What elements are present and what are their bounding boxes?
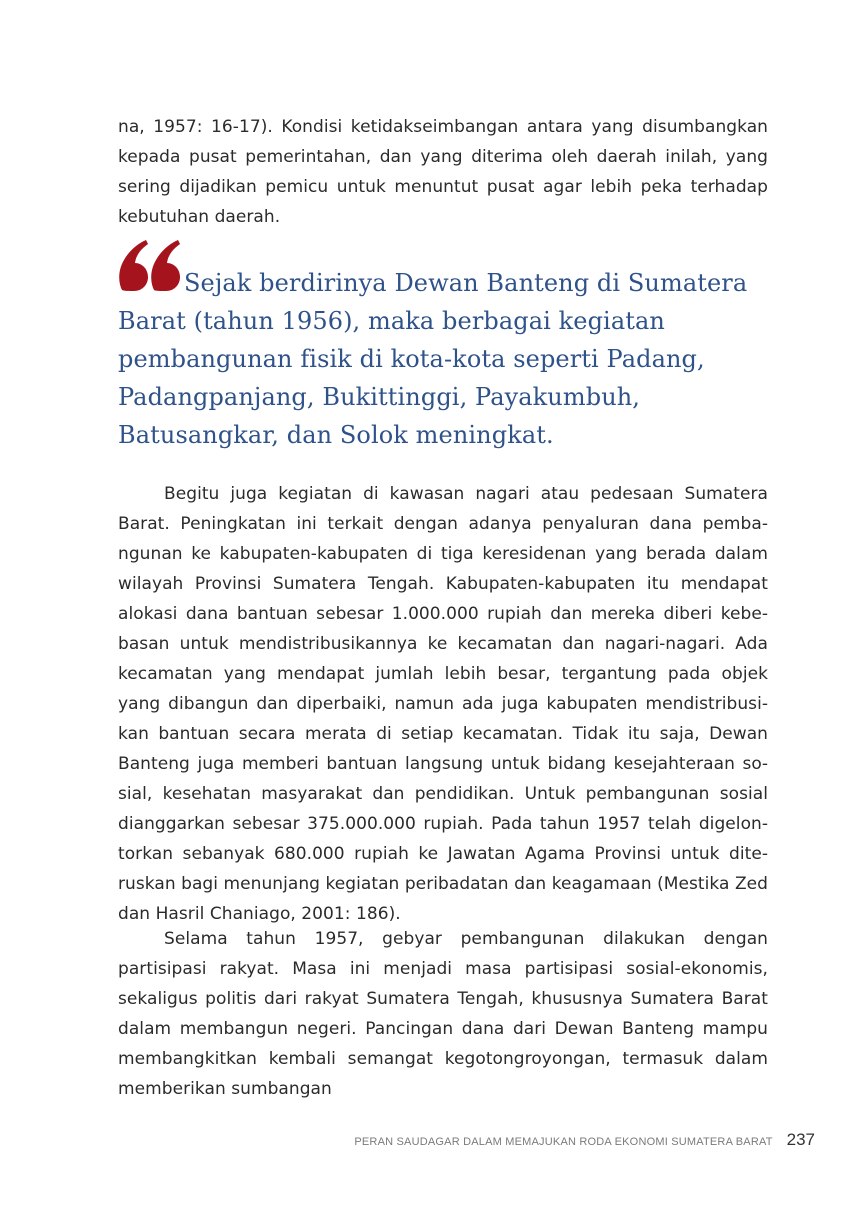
paragraph: Begitu juga kegiatan di kawasan nagari atau pedesaan Sumatera Barat. Peningkatan ini terkait dengan adanya penyaluran dana pembangunan ke kabupaten-kabupaten di tiga keresidenan yang berada dalam wilayah Provinsi Sumatera Tengah. Kabupaten-kabupaten itu mendapat alokasi dana bantuan sebesar 1.000.000 rupiah dan mereka diberi kebebasan untuk mendistribusikannya ke kecamatan dan nagari-nagari. Ada kecamatan yang mendapat jumlah lebih besar, tergantung pada objek yang dibangun dan diperbaiki, namun ada juga kabupaten mendistribusikan bantuan secara merata di setiap kecamatan. Tidak itu saja, Dewan Banteng juga memberi bantuan langsung untuk bidang kesejahteraan sosial, kesehatan masyarakat dan pendidikan. Untuk pembangunan sosial dianggarkan sebesar 375.000.000 rupiah. Pada tahun 1957 telah digelontorkan sebanyak 680.000 rupiah ke Jawatan Agama Provinsi untuk diteruskan bagi menunjang kegiatan peribadatan dan keagamaan (Mestika Zed dan Hasril Chaniago, 2001: 186). <box>118 484 768 924</box>
pull-quote-text: Sejak berdirinya Dewan Banteng di Sumatera Barat (tahun 1956), maka berbagai kegiatan pembangunan fisik di kota-kota seperti Padang, Padangpanjang, Bukittinggi, Payakumbuh, Batusangkar, dan Solok meningkat. <box>118 269 748 449</box>
paragraph: Selama tahun 1957, gebyar pembangunan dilakukan dengan partisipasi rakyat. Masa ini menjadi masa partisipasi sosial-ekonomis, sekaligus politis dari rakyat Sumatera Tengah, khususnya Sumatera Barat dalam membangun negeri. Pancingan dana dari Dewan Banteng mampu membangkitkan kembali semangat kegotongroyongan, termasuk dalam memberikan sumbangan <box>118 929 768 1099</box>
page-number: 237 <box>786 1130 815 1149</box>
pull-quote <box>118 264 778 454</box>
paragraph-continued: na, 1957: 16-17). Kondisi ketidakseimbangan antara yang disumbangkan kepada pusat pemerintahan, dan yang diterima oleh daerah inilah, yang sering dijadikan pemicu untuk menuntut pusat agar lebih peka terhadap kebutuhan daerah. <box>118 117 768 227</box>
page-footer <box>354 1130 815 1150</box>
running-title: PERAN SAUDAGAR DALAM MEMAJUKAN RODA EKONOMI SUMATERA BARAT <box>354 1136 773 1148</box>
double-quote-icon <box>116 234 186 304</box>
